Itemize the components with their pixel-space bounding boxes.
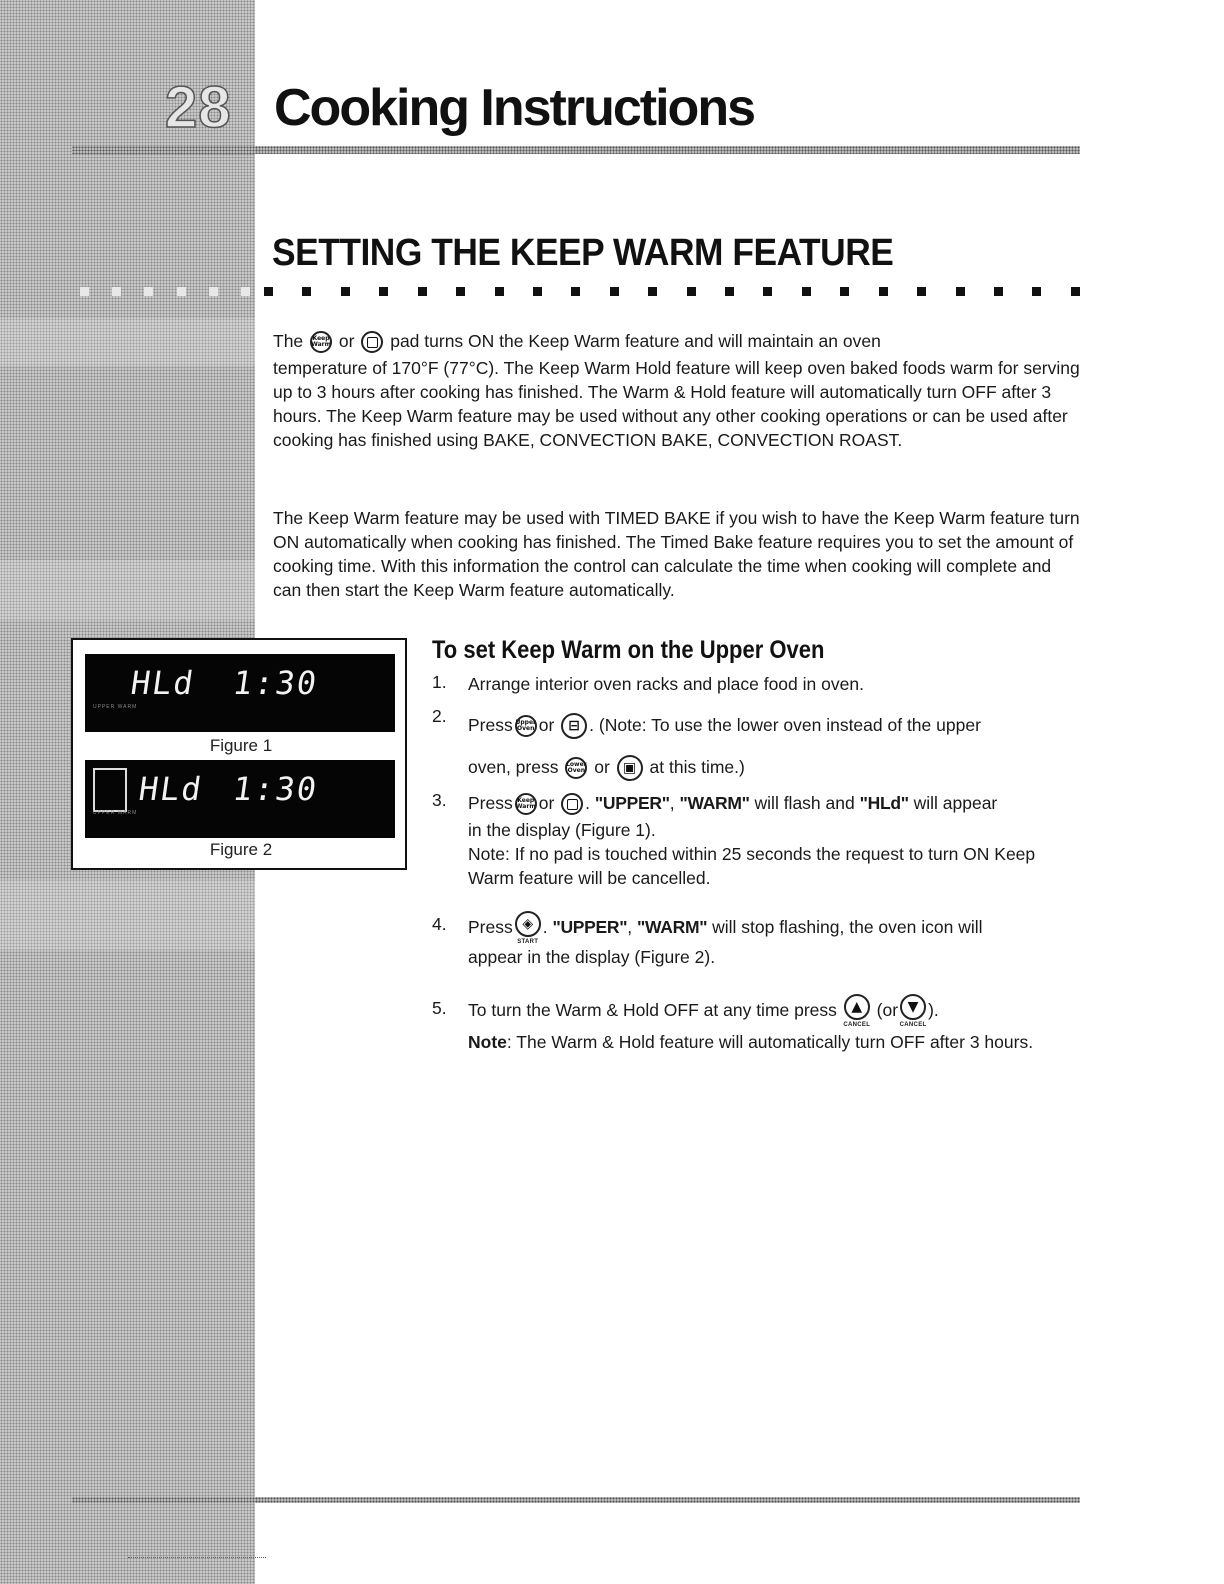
step-text: in the display (Figure 1). xyxy=(468,820,656,840)
step-text: will appear xyxy=(913,793,998,813)
page-number: 28 xyxy=(165,75,232,140)
hld-indicator-text: "HLd" xyxy=(859,793,909,813)
warm-indicator-text: "WARM" xyxy=(637,917,708,937)
step-text: Arrange interior oven racks and place food in oven. xyxy=(468,674,864,694)
lcd-mode: HLd xyxy=(136,770,206,808)
upper-oven-pad-icon: Upper Oven xyxy=(515,715,537,737)
square-divider xyxy=(264,287,1080,297)
lcd-time: 1:30 xyxy=(230,664,321,702)
step-number: 4. xyxy=(432,914,447,934)
lcd-indicator-labels: UPPER WARM xyxy=(93,704,138,710)
start-label: START xyxy=(517,939,539,946)
procedure-heading: To set Keep Warm on the Upper Oven xyxy=(432,636,825,664)
step-note: Note: If no pad is touched within 25 seconds the request to turn ON Keep Warm feature will be cancelled. xyxy=(468,844,1036,888)
step-text: Press xyxy=(468,715,513,735)
step-number: 1. xyxy=(432,672,447,692)
lcd-mode: HLd xyxy=(128,664,198,702)
cancel-upper-pad-icon: ▲ xyxy=(844,994,870,1020)
step-number: 2. xyxy=(432,706,447,726)
step-text: at this time.) xyxy=(649,757,745,777)
upper-oven-select-icon: ⊟ xyxy=(561,713,587,739)
step-text: , xyxy=(627,917,633,937)
step-note: : The Warm & Hold feature will automatically turn OFF after 3 hours. xyxy=(506,1032,1034,1052)
warm-indicator-text: "WARM" xyxy=(679,793,750,813)
cancel-lower-pad-icon: ▼ xyxy=(900,994,926,1020)
intro-paragraph-2: The Keep Warm feature may be used with TIMED BAKE if you wish to have the Keep Warm feature turn ON automatically when cooking has finished. The Timed Bake feature requires you to set the amount of cooking time. With this information the control can calculate the time when cooking will complete and can then start the Keep Warm feature automatically. xyxy=(273,508,1080,600)
step-text: or xyxy=(538,793,555,813)
step-number: 5. xyxy=(432,998,447,1018)
footer-rule xyxy=(72,1497,1080,1503)
upper-indicator-text: "UPPER" xyxy=(552,917,628,937)
oven-display-figure-2 xyxy=(85,760,395,838)
lower-oven-pad-icon: Lower Oven xyxy=(565,757,587,779)
lcd-time: 1:30 xyxy=(230,770,321,808)
keep-warm-pad-icon: Keep Warm xyxy=(515,793,537,815)
sidebar-band xyxy=(0,318,255,366)
step-text: To turn the Warm & Hold OFF at any time press xyxy=(468,1000,837,1020)
cancel-label: CANCEL xyxy=(843,1022,871,1029)
step-text: , xyxy=(669,793,675,813)
section-heading: SETTING THE KEEP WARM FEATURE xyxy=(272,232,894,274)
page-title: Cooking Instructions xyxy=(274,79,754,137)
step-text: . (Note: To use the lower oven instead of the upper xyxy=(589,715,981,735)
keep-warm-lower-pad-icon xyxy=(361,331,383,353)
step-text: (or xyxy=(876,1000,899,1020)
sidebar-square-row xyxy=(80,287,250,297)
step-text: will flash and xyxy=(754,793,855,813)
figure-caption: Figure 2 xyxy=(209,840,273,859)
footer-dotted-line xyxy=(128,1557,266,1559)
cancel-label: CANCEL xyxy=(899,1022,927,1029)
oven-display-figure-1 xyxy=(85,654,395,732)
lower-oven-select-icon: ▣ xyxy=(617,755,643,781)
sidebar-band xyxy=(0,560,255,620)
step-text: will stop flashing, the oven icon will xyxy=(712,917,983,937)
intro-text: temperature of 170°F (77°C). The Keep Warm Hold feature will keep oven baked foods warm for serving up to 3 hours after cooking has finished. The Warm & Hold feature will automatically turn OFF after 3 hours. The Keep Warm feature may be used without any other cooking operations or can be used after cooking has finished using BAKE, CONVECTION BAKE, CONVECTION ROAST. xyxy=(273,358,1080,450)
display-figures xyxy=(71,638,407,870)
figure-caption: Figure 1 xyxy=(209,736,273,755)
keep-warm-pad-icon: Keep Warm xyxy=(310,331,332,353)
oven-icon xyxy=(93,768,127,812)
header-rule xyxy=(72,146,1080,154)
step-text: ). xyxy=(928,1000,939,1020)
step-number: 3. xyxy=(432,790,447,810)
step-text: Press xyxy=(468,793,513,813)
step-text: or xyxy=(538,715,555,735)
intro-text: The xyxy=(273,331,304,351)
step-text: appear in the display (Figure 2). xyxy=(468,947,716,968)
note-label: Note xyxy=(468,1032,507,1052)
step-text: oven, press xyxy=(468,757,559,777)
intro-paragraph-1 xyxy=(273,326,1083,452)
step-text: or xyxy=(594,757,610,777)
step-text: Press xyxy=(468,917,513,937)
keep-warm-lower-pad-icon xyxy=(561,793,583,815)
upper-indicator-text: "UPPER" xyxy=(594,793,670,813)
lcd-indicator-labels: UPPER WARM xyxy=(93,810,138,816)
start-pad-icon: ◈ xyxy=(515,911,541,937)
intro-or: or xyxy=(338,331,355,351)
intro-text: pad turns ON the Keep Warm feature and will maintain an oven xyxy=(390,331,881,351)
sidebar-band xyxy=(0,880,255,950)
